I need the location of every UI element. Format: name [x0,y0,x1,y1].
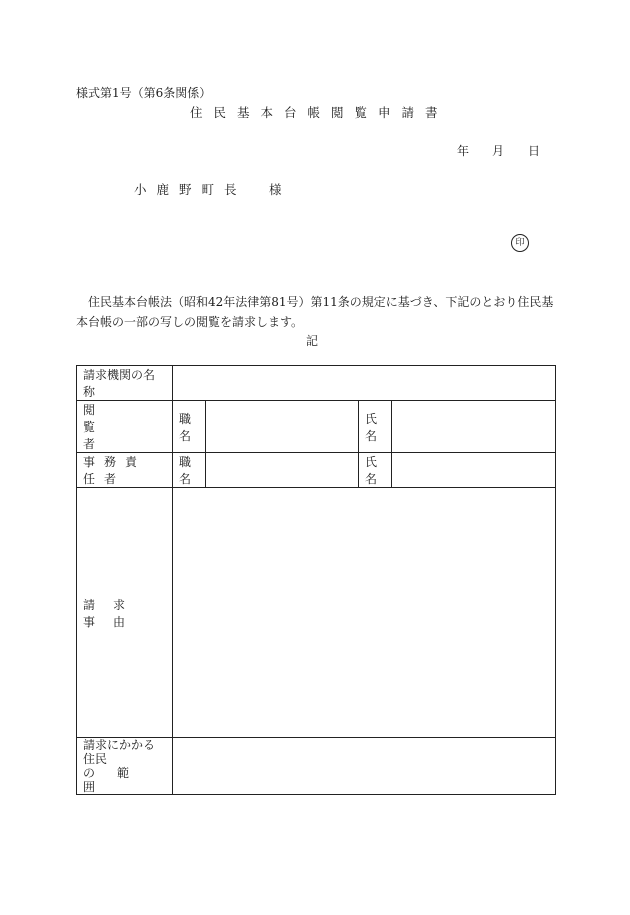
form-title: 住民基本台帳閲覧申請書 [190,105,449,120]
scope-label [77,738,173,795]
seal-mark: 印 [511,234,529,252]
scope-label-line1: 請求にかかる住民 [83,738,156,766]
table-row-viewer [77,401,556,453]
viewer-job-title-field[interactable] [206,401,359,453]
label-text: 請求事由 [83,597,144,629]
officer-job-title-field[interactable] [206,453,359,488]
reason-label [77,488,173,738]
date-year-label: 年 [457,144,470,158]
label-text: 請求機関の名称 [83,368,156,399]
request-statement: 住民基本台帳法（昭和42年法律第81号）第11条の規定に基づき、下記のとおり住民基本台帳の一部の写しの閲覧を請求します。 [76,295,554,329]
viewer-name-label: 氏名 [359,401,392,453]
application-table [76,365,556,795]
label-text: 事務責任者 [83,455,147,486]
table-row-agency [77,366,556,401]
reason-field[interactable] [173,488,556,738]
officer-name-field[interactable] [392,453,556,488]
ki-heading: 記 [306,334,319,348]
officer-label [77,453,173,488]
table-row-reason [77,488,556,738]
date-month-label: 月 [492,144,505,158]
requesting-agency-label [77,366,173,401]
viewer-label [77,401,173,453]
table-row-scope [77,738,556,795]
viewer-job-title-label: 職名 [173,401,206,453]
officer-name-label: 氏名 [359,453,392,488]
form-number: 様式第1号（第6条関係） [76,86,212,100]
requesting-agency-field[interactable] [173,366,556,401]
scope-label-line2: の範囲 [83,766,152,794]
label-text: 閲覧者 [83,403,126,451]
scope-field[interactable] [173,738,556,795]
addressee: 小鹿野町長 様 [134,182,292,197]
officer-job-title-label: 職名 [173,453,206,488]
date-day-label: 日 [528,144,541,158]
viewer-name-field[interactable] [392,401,556,453]
requesting-agency-label-text [83,366,166,400]
table-row-officer [77,453,556,488]
